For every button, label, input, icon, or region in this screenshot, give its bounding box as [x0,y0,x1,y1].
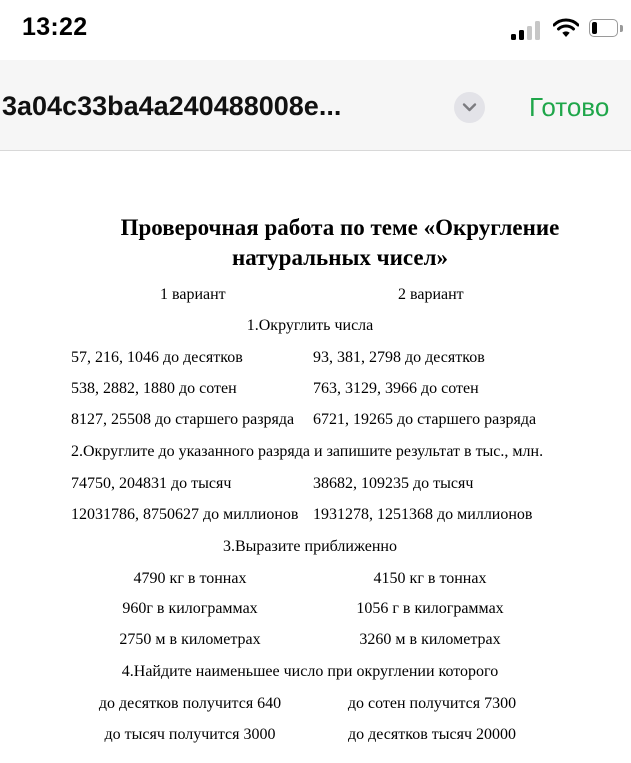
document-page[interactable] [0,151,631,763]
status-time: 13:22 [22,13,88,41]
task1-v1-item: 538, 2882, 1880 до сотен [71,380,237,397]
task3-heading: 3.Выразите приближенно [223,538,397,555]
cellular-signal-icon [511,20,543,40]
chevron-down-icon [462,102,477,113]
task1-v1-item: 8127, 25508 до старшего разряда [71,411,295,428]
task2-heading: 2.Округлите до указанного разряда и запишите результат в тыс., млн. [71,443,544,460]
task4-v2-item: до десятков тысяч 20000 [348,726,516,743]
task1-v2-item: 6721, 19265 до старшего разряда [313,411,537,428]
status-bar [0,0,631,60]
navigation-bar [0,60,631,151]
task3-v2-item: 3260 м в километрах [359,631,501,648]
task4-v2-item: до сотен получится 7300 [347,695,517,712]
task3-v2-item: 4150 кг в тоннах [373,570,487,587]
task4-v1-item: до десятков получится 640 [98,695,282,712]
task1-v1-item: 57, 216, 1046 до десятков [71,349,243,366]
task3-v1-item: 4790 кг в тоннах [133,570,247,587]
task1-v2-item: 763, 3129, 3966 до сотен [313,380,479,397]
task1-heading: 1.Округлить числа [246,317,374,334]
task4-v1-item: до тысяч получится 3000 [104,726,276,743]
task3-v2-item: 1056 г в килограммах [356,600,504,617]
done-button[interactable]: Готово [529,92,610,122]
task3-v1-item: 960г в килограммах [122,600,258,617]
task1-v2-item: 93, 381, 2798 до десятков [313,349,485,366]
title-menu-button[interactable] [454,92,485,123]
document-heading-line2: натуральных чисел» [232,245,448,270]
task2-v2-item: 1931278, 1251368 до миллионов [313,506,533,523]
variant2-label: 2 вариант [398,286,464,303]
task3-v1-item: 2750 м в километрах [119,631,261,648]
task2-v2-item: 38682, 109235 до тысяч [313,475,474,492]
battery-icon [589,19,623,37]
task2-v1-item: 74750, 204831 до тысяч [71,475,232,492]
task2-v1-item: 12031786, 8750627 до миллионов [71,506,299,523]
task4-heading: 4.Найдите наименьшее число при округлении которого [121,663,499,680]
wifi-icon [553,18,579,38]
variant1-label: 1 вариант [160,286,226,303]
document-heading-line1: Проверочная работа по теме «Округление [120,215,560,240]
document-title: 3a04c33ba4a240488008e... [2,91,342,121]
